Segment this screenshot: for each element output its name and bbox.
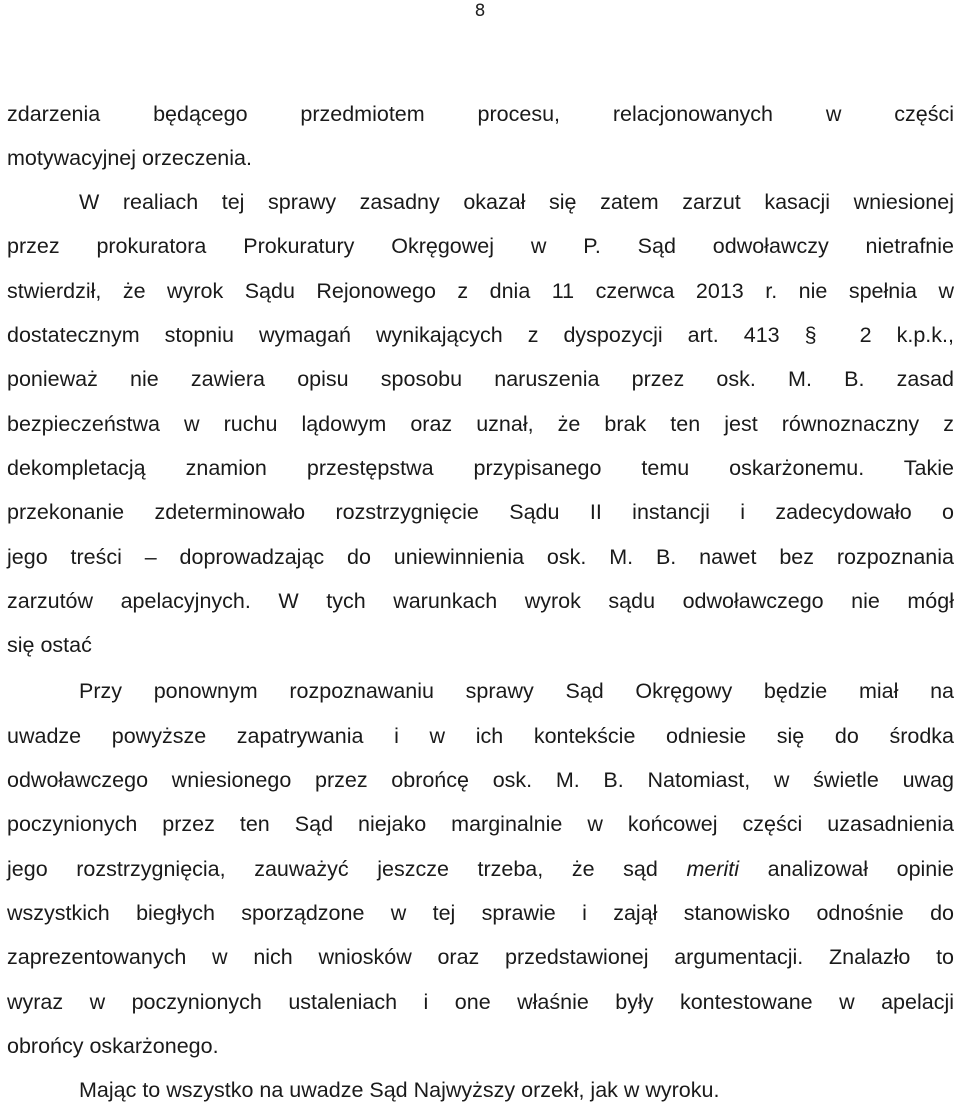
text-line: stwierdził, że wyrok Sądu Rejonowego z dnia 11 czerwca 2013 r. nie spełnia w bbox=[7, 279, 954, 303]
text-line: ponieważ nie zawiera opisu sposobu naruszenia przez osk. M. B. zasad bbox=[7, 367, 954, 391]
text-line: W realiach tej sprawy zasadny okazał się zatem zarzut kasacji wniesionej bbox=[79, 190, 954, 214]
text-segment: jego rozstrzygnięcia, zauważyć jeszcze trzeba, że sąd bbox=[7, 857, 658, 881]
text-line bbox=[7, 321, 954, 349]
text-line: wszystkich biegłych sporządzone w tej sprawie i zajął stanowisko odnośnie do bbox=[7, 901, 954, 925]
text-line bbox=[7, 855, 954, 883]
text-line: uwadze powyższe zapatrywania i w ich kontekście odniesie się do środka bbox=[7, 724, 954, 748]
text-line: motywacyjnej orzeczenia. bbox=[7, 146, 252, 170]
text-line: Mając to wszystko na uwadze Sąd Najwyższy orzekł, jak w wyroku. bbox=[79, 1078, 720, 1102]
text-segment: 2 k.p.k., bbox=[859, 323, 954, 347]
text-line: bezpieczeństwa w ruchu lądowym oraz uznał, że brak ten jest równoznaczny z bbox=[7, 412, 954, 436]
section-sign bbox=[805, 321, 835, 349]
page-number: 8 bbox=[474, 1, 486, 21]
text-line: zarzutów apelacyjnych. W tych warunkach wyrok sądu odwoławczego nie mógł bbox=[7, 589, 954, 613]
text-line: obrońcy oskarżonego. bbox=[7, 1034, 219, 1058]
text-line: wyraz w poczynionych ustaleniach i one właśnie były kontestowane w apelacji bbox=[7, 990, 954, 1014]
text-line: przez prokuratora Prokuratury Okręgowej w P. Sąd odwoławczy nietrafnie bbox=[7, 234, 954, 258]
text-segment: dostatecznym stopniu wymagań wynikających z dyspozycji art. 413 bbox=[7, 323, 780, 347]
text-line: się ostać bbox=[7, 633, 92, 657]
text-segment: analizował opinie bbox=[767, 857, 954, 881]
text-line: jego treści – doprowadzając do uniewinnienia osk. M. B. nawet bez rozpoznania bbox=[7, 545, 954, 569]
text-line: zdarzenia będącego przedmiotem procesu, relacjonowanych w części bbox=[7, 102, 954, 126]
text-line: Przy ponownym rozpoznawaniu sprawy Sąd Okręgowy będzie miał na bbox=[79, 679, 954, 703]
text-line: zaprezentowanych w nich wniosków oraz przedstawionej argumentacji. Znalazło to bbox=[7, 945, 954, 969]
text-line: poczynionych przez ten Sąd niejako marginalnie w końcowej części uzasadnienia bbox=[7, 812, 954, 836]
text-line: przekonanie zdeterminowało rozstrzygnięcie Sądu II instancji i zadecydowało o bbox=[7, 500, 954, 524]
text-line: dekompletacją znamion przestępstwa przypisanego temu oskarżonemu. Takie bbox=[7, 456, 954, 480]
italic-term: meriti bbox=[686, 857, 739, 881]
text-line: odwoławczego wniesionego przez obrońcę osk. M. B. Natomiast, w świetle uwag bbox=[7, 768, 954, 792]
